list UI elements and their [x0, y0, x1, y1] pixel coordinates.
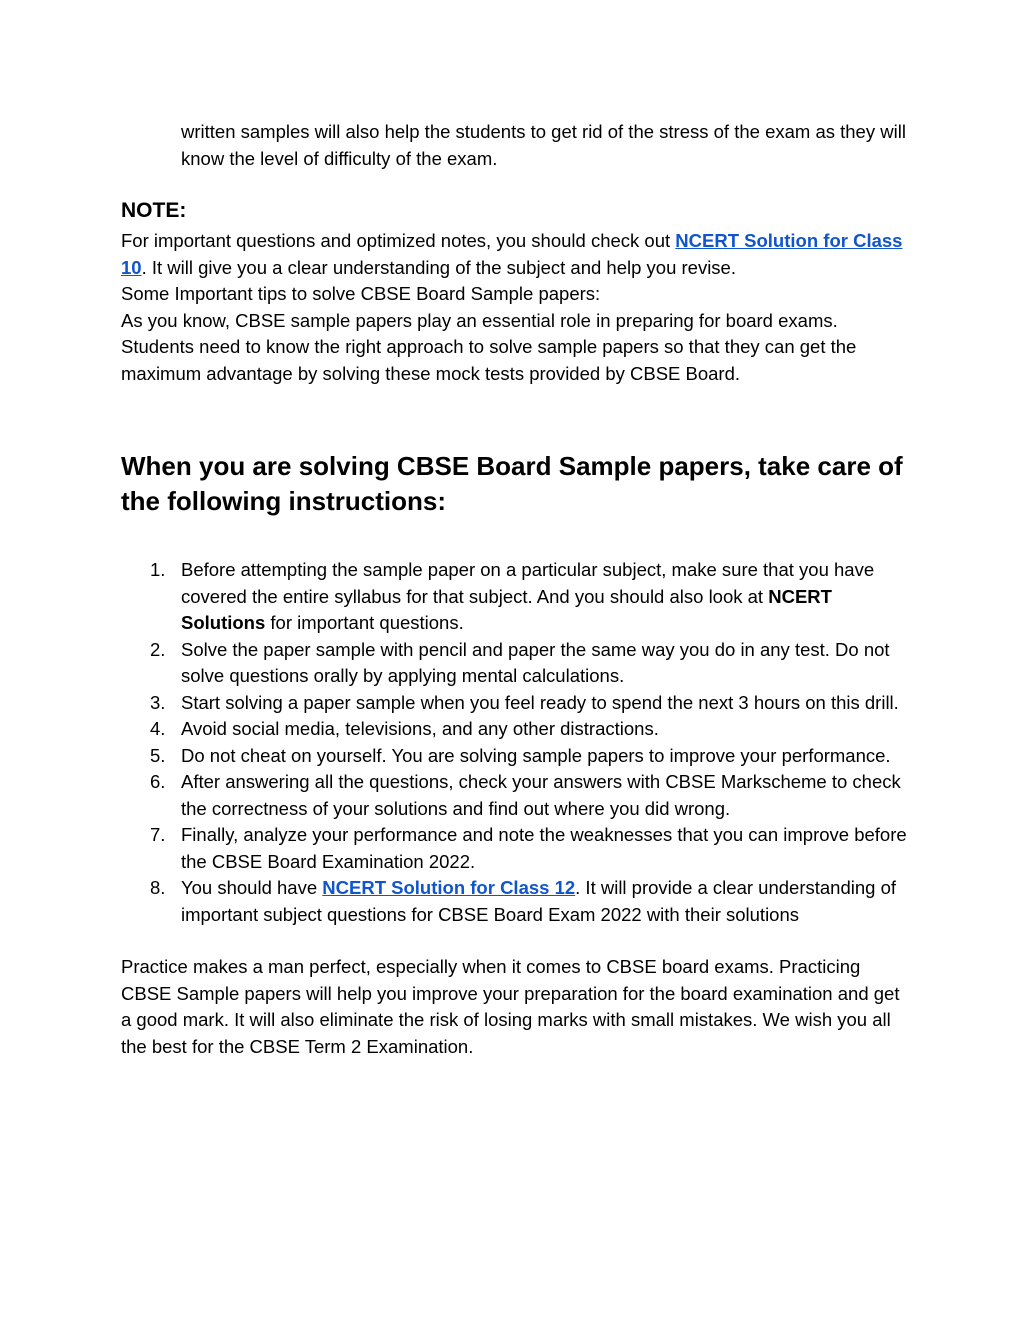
list-item: [121, 822, 911, 875]
list-text-after: . It will provide a clear understanding of important subject questions for CBSE Board Exam 2022 with their solutions: [181, 877, 896, 925]
list-item: [121, 769, 911, 822]
list-item: [121, 716, 911, 743]
list-bold-text: NCERT Solutions: [181, 585, 832, 633]
ncert-class-10-link[interactable]: NCERT Solution for Class 10: [121, 230, 903, 278]
instructions-list: [121, 557, 911, 928]
instructions-heading: When you are solving CBSE Board Sample papers, take care of the following instructions:: [121, 451, 903, 516]
list-text: Avoid social media, televisions, and any other distractions.: [181, 718, 659, 739]
tips-body: As you know, CBSE sample papers play an essential role in preparing for board exams. Students need to know the right approach to solve sample papers so that they can get the maximum advantage by solving these mock tests provided by CBSE Board.: [121, 309, 857, 384]
note-text-before: For important questions and optimized notes, you should check out: [121, 230, 676, 251]
list-number: 2.: [150, 638, 166, 660]
list-text: Start solving a paper sample when you feel ready to spend the next 3 hours on this drill.: [181, 691, 899, 713]
list-item: [121, 690, 911, 717]
list-number: 7.: [150, 824, 166, 845]
intro-continuation: written samples will also help the students to get rid of the stress of the exam as they will know the level of difficulty of the exam.: [181, 121, 906, 169]
list-text: After answering all the questions, check your answers with CBSE Markscheme to check the correctness of your solutions and find out where you did wrong.: [181, 771, 901, 819]
list-text: Finally, analyze your performance and note the weaknesses that you can improve before the CBSE Board Examination 2022.: [181, 824, 907, 872]
list-number: 8.: [150, 877, 166, 898]
ncert-class-12-link[interactable]: NCERT Solution for Class 12: [322, 877, 576, 898]
list-text: Before attempting the sample paper on a particular subject, make sure that you have covered the entire syllabus for that subject. And you should also look at: [181, 559, 875, 607]
list-item: [121, 875, 911, 928]
note-paragraph: [121, 228, 911, 281]
list-item: [121, 557, 911, 637]
list-text: Solve the paper sample with pencil and paper the same way you do in any test. Do not solve questions orally by applying mental calculations.: [181, 638, 890, 686]
note-heading: NOTE:: [121, 199, 187, 222]
list-text-after: for important questions.: [265, 612, 464, 633]
list-number: 1.: [150, 559, 166, 580]
list-number: 3.: [150, 691, 166, 713]
closing-paragraph: Practice makes a man perfect, especially when it comes to CBSE board exams. Practicing CBSE Sample papers will help you improve your preparation for the board examination and get a good mark. It will also eliminate the risk of losing marks with small mistakes. We wish you all the best for the CBSE Term 2 Examination.: [121, 956, 900, 1057]
list-item: [121, 637, 911, 690]
tips-title: Some Important tips to solve CBSE Board Sample papers:: [121, 283, 601, 304]
note-text-after: . It will give you a clear understanding of the subject and help you revise.: [141, 256, 736, 278]
list-item: [121, 743, 911, 770]
list-text: You should have: [181, 877, 323, 898]
list-number: 6.: [150, 771, 166, 792]
list-number: 5.: [150, 744, 166, 766]
list-number: 4.: [150, 718, 166, 739]
list-text: Do not cheat on yourself. You are solving sample papers to improve your performance.: [181, 744, 891, 766]
page-content: [121, 119, 911, 1060]
